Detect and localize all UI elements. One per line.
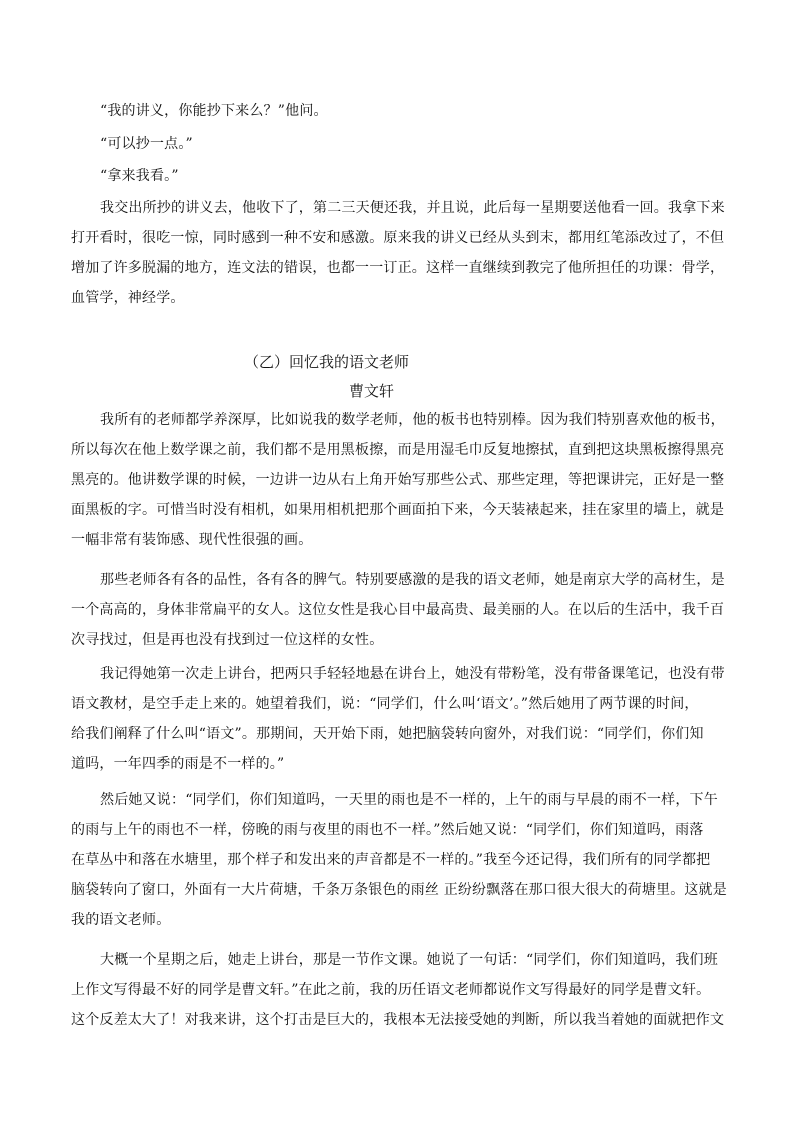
- paragraph-line: 那些老师各有各的品性，各有各的脾气。特别要感激的是我的语文老师，她是南京大学的高材生，是: [100, 572, 725, 588]
- dialogue-line: “拿来我看。”: [100, 168, 179, 184]
- paragraph-line: 给我们阐释了什么叫“语文”。那期间，天开始下雨，她把脑袋转向窗外，对我们说：“同学们，你们知: [71, 726, 704, 742]
- section-title: （乙）回忆我的语文老师: [244, 353, 410, 371]
- paragraph-line: 我的语文老师。: [71, 912, 171, 928]
- paragraph-line: 我记得她第一次走上讲台，把两只手轻轻地悬在讲台上，她没有带粉笔，没有带备课笔记，也没有带: [100, 666, 725, 682]
- paragraph-line: 我交出所抄的讲义去，他收下了，第二三天便还我，并且说，此后每一星期要送他看一回。我拿下来: [100, 200, 725, 216]
- dialogue-line: “可以抄一点。”: [100, 136, 193, 152]
- paragraph-line: 这个反差太大了！对我来讲，这个打击是巨大的，我根本无法接受她的判断，所以我当着她的面就把作文: [71, 1012, 725, 1028]
- paragraph-line: 一个高高的，身体非常扁平的女人。这位女性是我心目中最高贵、最美丽的人。在以后的生活中，我千百: [71, 602, 725, 618]
- paragraph-line: 增加了许多脱漏的地方，连文法的错误，也都一一订正。这样一直继续到教完了他所担任的功课：骨学，: [71, 260, 725, 276]
- author-name: 曹文轩: [349, 382, 395, 400]
- paragraph-line: 我所有的老师都学养深厚，比如说我的数学老师，他的板书也特别棒。因为我们特别喜欢他的板书，: [100, 412, 725, 428]
- paragraph-line: 所以每次在他上数学课之前，我们都不是用黑板擦，而是用湿毛巾反复地擦拭，直到把这块黑板擦得黑亮: [71, 442, 725, 458]
- dialogue-line: “我的讲义，你能抄下来么？”他问。: [100, 103, 328, 119]
- paragraph-line: 上作文写得最不好的同学是曹文轩。”在此之前，我的历任语文老师都说作文写得最好的同学是曹文轩。: [71, 982, 711, 998]
- paragraph-line: 打开看时，很吃一惊，同时感到一种不安和感激。原来我的讲义已经从头到末，都用红笔添改过了，不但: [71, 230, 725, 246]
- paragraph-line: 道吗，一年四季的雨是不一样的。”: [71, 756, 285, 772]
- paragraph-line: 一幅非常有装饰感、现代性很强的画。: [71, 532, 313, 548]
- paragraph-line: 脑袋转向了窗口，外面有一大片荷塘，千条万条银色的雨丝 正纷纷飘落在那口很大很大的荷塘里。这就是: [71, 882, 727, 898]
- paragraph-line: 大概一个星期之后，她走上讲台，那是一节作文课。她说了一句话：“同学们，你们知道吗，我们班: [100, 952, 718, 968]
- paragraph-line: 的雨与上午的雨也不一样，傍晚的雨与夜里的雨也不一样。”然后她又说：“同学们，你们知道吗，雨落: [71, 822, 704, 838]
- paragraph-line: 在草丛中和落在水塘里，那个样子和发出来的声音都是不一样的。”我至今还记得，我们所有的同学都把: [71, 852, 711, 868]
- paragraph-line: 次寻找过，但是再也没有找到过一位这样的女性。: [71, 632, 384, 648]
- paragraph-line: 面黑板的字。可惜当时没有相机，如果用相机把那个画面拍下来，今天装裱起来，挂在家里的墙上，就是: [71, 502, 725, 518]
- paragraph-line: 血管学，神经学。: [71, 290, 185, 306]
- paragraph-line: 然后她又说：“同学们，你们知道吗，一天里的雨也是不一样的，上午的雨与早晨的雨不一样，下午: [100, 792, 718, 808]
- paragraph-line: 语文教材，是空手走上来的。她望着我们，说：“同学们，什么叫‘语文’。”然后她用了两节课的时间，: [71, 696, 699, 712]
- paragraph-line: 黑亮的。他讲数学课的时候，一边讲一边从右上角开始写那些公式、那些定理，等把课讲完，正好是一整: [71, 472, 725, 488]
